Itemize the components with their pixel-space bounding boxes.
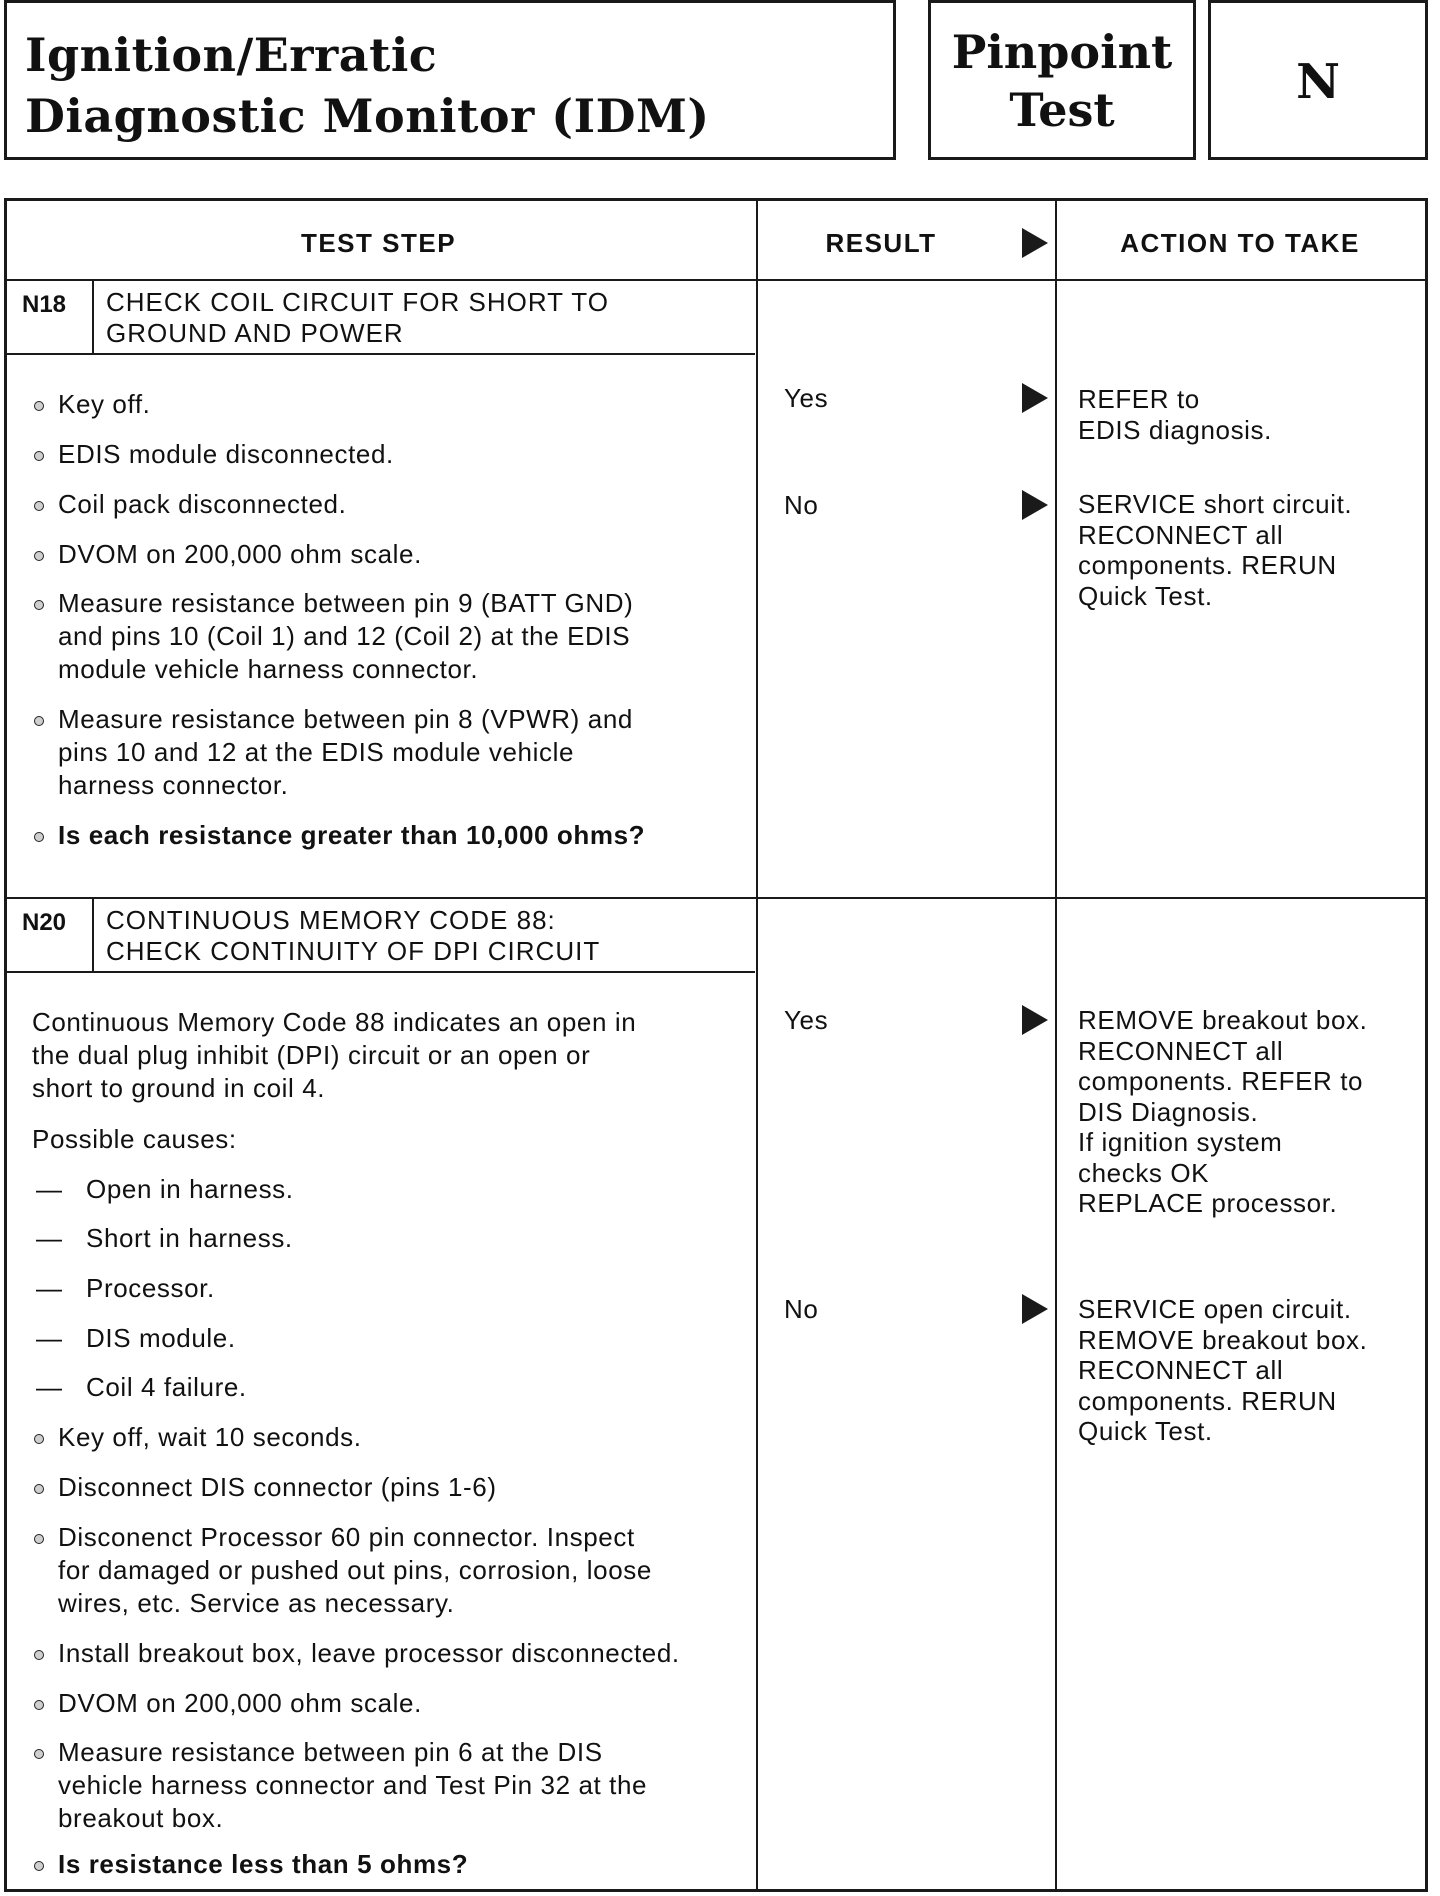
column-header-test-step: TEST STEP	[300, 228, 457, 258]
step-number: N20	[22, 909, 67, 936]
result-no: No	[784, 490, 819, 520]
step-instruction	[58, 703, 633, 802]
test-letter-box	[1208, 0, 1428, 160]
instruction-line: breakout box.	[58, 1803, 224, 1833]
step-instruction	[58, 587, 633, 686]
step-question: Is each resistance greater than 10,000 ohms?	[58, 820, 646, 850]
step-instruction: Install breakout box, leave processor disconnected.	[58, 1638, 680, 1668]
step-title-line: CHECK COIL CIRCUIT FOR SHORT TO	[106, 287, 609, 317]
instruction-line: harness connector.	[58, 770, 289, 800]
header-row-divider	[4, 279, 1428, 281]
action-line: RECONNECT all	[1078, 1035, 1284, 1066]
action-line: SERVICE short circuit.	[1078, 489, 1353, 519]
cause-item: — Coil 4 failure.	[86, 1371, 247, 1404]
column-header-result: RESULT	[825, 228, 937, 258]
action-line: REPLACE processor.	[1078, 1188, 1338, 1218]
step-instruction: DVOM on 200,000 ohm scale.	[58, 1688, 422, 1718]
action-line: SERVICE open circuit.	[1078, 1294, 1352, 1324]
step-title	[106, 905, 600, 967]
step-instruction: Key off, wait 10 seconds.	[58, 1422, 362, 1452]
result-arrow-icon	[1022, 1294, 1048, 1324]
step-instruction	[58, 1736, 647, 1835]
action-no	[1078, 489, 1352, 611]
result-yes: Yes	[784, 383, 829, 413]
column-divider-action	[1055, 201, 1057, 1889]
cause-item: — Short in harness.	[86, 1222, 293, 1255]
action-line: EDIS diagnosis.	[1078, 414, 1272, 445]
step-number: N18	[22, 291, 67, 318]
pinpoint-test-label	[931, 23, 1193, 139]
title-line-2: Diagnostic Monitor (IDM)	[25, 89, 710, 143]
title-line-1: Ignition/Erratic	[25, 28, 438, 82]
step-title-line: CHECK CONTINUITY OF DPI CIRCUIT	[106, 936, 601, 966]
instruction-line: Measure resistance between pin 9 (BATT GND)	[58, 588, 634, 618]
instruction-line: Disconenct Processor 60 pin connector. Inspect	[58, 1522, 635, 1552]
possible-causes-label: Possible causes:	[32, 1124, 237, 1154]
step-n18-title-divider	[4, 353, 755, 355]
title-box	[4, 0, 896, 160]
step-n20-title-divider	[4, 971, 755, 973]
result-yes: Yes	[784, 1005, 829, 1035]
action-line: Quick Test.	[1078, 580, 1213, 611]
step-title-line: CONTINUOUS MEMORY CODE 88:	[106, 905, 556, 935]
column-divider-result	[756, 201, 758, 1889]
test-letter: N	[1296, 54, 1340, 110]
action-line: checks OK	[1078, 1157, 1210, 1188]
step-instruction: Key off.	[58, 389, 151, 419]
step-title-line: GROUND AND POWER	[106, 318, 404, 348]
step-instruction: Coil pack disconnected.	[58, 489, 347, 519]
instruction-line: wires, etc. Service as necessary.	[58, 1588, 455, 1618]
action-line: REMOVE breakout box.	[1078, 1324, 1368, 1355]
pinpoint-line-1: Pinpoint	[951, 25, 1173, 79]
cause-item: — Processor.	[86, 1272, 215, 1305]
instruction-line: for damaged or pushed out pins, corrosion, loose	[58, 1555, 652, 1585]
intro-line: Continuous Memory Code 88 indicates an open in	[32, 1007, 637, 1037]
action-line: REFER to	[1078, 384, 1200, 414]
step-instruction: DVOM on 200,000 ohm scale.	[58, 539, 422, 569]
action-line: DIS Diagnosis.	[1078, 1096, 1259, 1127]
instruction-line: Measure resistance between pin 8 (VPWR) and	[58, 704, 633, 734]
step-question: Is resistance less than 5 ohms?	[58, 1849, 469, 1879]
instruction-line: module vehicle harness connector.	[58, 654, 479, 684]
action-line: RECONNECT all	[1078, 519, 1284, 550]
action-line: RECONNECT all	[1078, 1355, 1284, 1385]
instruction-line: Measure resistance between pin 6 at the DIS	[58, 1737, 603, 1767]
result-no: No	[784, 1294, 819, 1324]
action-line: If ignition system	[1078, 1127, 1283, 1157]
action-no	[1078, 1294, 1367, 1447]
intro-line: short to ground in coil 4.	[32, 1073, 326, 1103]
pinpoint-test-box	[928, 0, 1196, 160]
result-arrow-icon	[1022, 1005, 1048, 1035]
result-arrow-icon	[1022, 490, 1048, 520]
instruction-line: and pins 10 (Coil 1) and 12 (Coil 2) at the EDIS	[58, 621, 631, 651]
result-arrow-icon	[1022, 383, 1048, 413]
step-title	[106, 287, 609, 349]
step-intro	[32, 1006, 636, 1105]
step-instruction: Disconnect DIS connector (pins 1-6)	[58, 1472, 497, 1502]
column-header-action: ACTION TO TAKE	[1120, 228, 1360, 258]
step-separator	[4, 897, 1428, 899]
step-instruction	[58, 1521, 652, 1620]
action-line: components. RERUN	[1078, 1385, 1337, 1416]
cause-item: — Open in harness.	[86, 1173, 294, 1206]
step-n18-number-divider	[92, 280, 94, 354]
step-instruction: EDIS module disconnected.	[58, 439, 394, 469]
cause-item: — DIS module.	[86, 1322, 236, 1355]
pinpoint-line-2: Test	[1009, 83, 1115, 137]
action-yes	[1078, 384, 1272, 445]
action-yes	[1078, 1005, 1367, 1219]
action-line: REMOVE breakout box.	[1078, 1005, 1368, 1035]
action-line: Quick Test.	[1078, 1416, 1213, 1446]
instruction-line: vehicle harness connector and Test Pin 32 at the	[58, 1770, 648, 1800]
action-line: components. REFER to	[1078, 1066, 1364, 1096]
result-arrow-icon	[1022, 228, 1048, 258]
step-n20-number-divider	[92, 898, 94, 972]
page-title	[25, 25, 710, 147]
intro-line: the dual plug inhibit (DPI) circuit or an open or	[32, 1040, 591, 1070]
instruction-line: pins 10 and 12 at the EDIS module vehicle	[58, 737, 575, 767]
action-line: components. RERUN	[1078, 550, 1337, 580]
